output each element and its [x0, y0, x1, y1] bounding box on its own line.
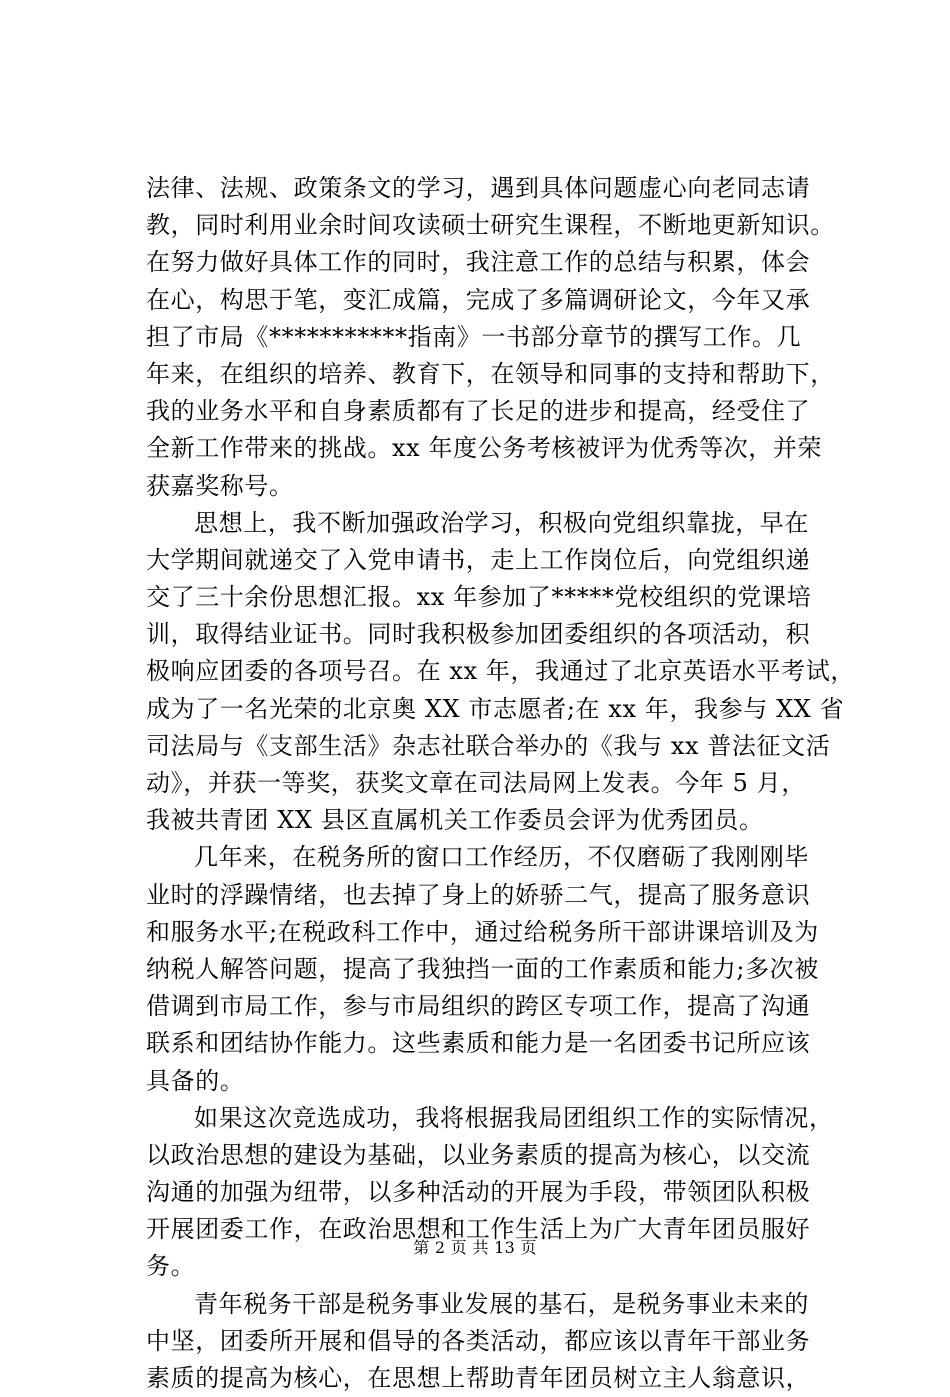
paragraph-line: 如果这次竞选成功，我将根据我局团组织工作的实际情况，: [194, 1103, 834, 1132]
paragraph-line: 中坚，团委所开展和倡导的各类活动，都应该以青年干部业务: [146, 1326, 811, 1355]
paragraph-line: 业时的浮躁情绪，也去掉了身上的娇骄二气，提高了服务意识: [146, 880, 811, 909]
paragraph: [146, 1286, 834, 1397]
paragraph-line: 司法局与《支部生活》杂志社联合举办的《我与 xx 普法征文活: [146, 731, 831, 760]
paragraph-line: 担了市局《***********指南》一书部分章节的撰写工作。几: [146, 322, 802, 351]
paragraph-line: 青年税务干部是税务事业发展的基石，是税务事业未来的: [194, 1289, 809, 1318]
paragraph-line: 极响应团委的各项号召。在 xx 年，我通过了北京英语水平考试，: [146, 657, 855, 686]
paragraph: [146, 505, 855, 840]
paragraph-line: 训，取得结业证书。同时我积极参加团委组织的各项活动，积: [146, 620, 811, 649]
paragraph-line: 联系和团结协作能力。这些素质和能力是一名团委书记所应该: [146, 1029, 811, 1058]
document-body: [146, 170, 855, 1397]
paragraph-line: 纳税人解答问题，提高了我独挡一面的工作素质和能力;多次被: [146, 954, 819, 983]
paragraph-line: 具备的。: [146, 1066, 245, 1095]
paragraph-line: 全新工作带来的挑战。xx 年度公务考核被评为优秀等次，并荣: [146, 434, 823, 463]
page-footer: 第 2 页 共 13 页: [413, 1238, 537, 1257]
paragraph-line: 获嘉奖称号。: [146, 471, 294, 500]
paragraph: [146, 839, 834, 1099]
paragraph-line: 教，同时利用业余时间攻读硕士研究生课程，不断地更新知识。: [146, 211, 835, 240]
paragraph-line: 大学期间就递交了入党申请书，走上工作岗位后，向党组织递: [146, 545, 811, 574]
paragraph-line: 成为了一名光荣的北京奥 XX 市志愿者;在 xx 年，我参与 XX 省: [146, 694, 845, 723]
paragraph-line: 素质的提高为核心，在思想上帮助青年团员树立主人翁意识，: [146, 1364, 811, 1392]
paragraph-line: 在努力做好具体工作的同时，我注意工作的总结与积累，体会: [146, 248, 811, 277]
paragraph-line: 务。: [146, 1252, 196, 1281]
paragraph-line: 和服务水平;在税政科工作中，通过给税务所干部讲课培训及为: [146, 917, 819, 946]
paragraph-line: 我的业务水平和自身素质都有了长足的进步和提高，经受住了: [146, 397, 811, 426]
paragraph-line: 法律、法规、政策条文的学习，遇到具体问题虚心向老同志请: [146, 174, 811, 202]
paragraph-line: 动》，并获一等奖，获奖文章在司法局网上发表。今年 5 月，: [146, 769, 806, 797]
paragraph-line: 几年来，在税务所的窗口工作经历，不仅磨砺了我刚刚毕: [194, 843, 809, 872]
paragraph-line: 年来，在组织的培养、教育下，在领导和同事的支持和帮助下，: [146, 359, 835, 388]
paragraph-line: 在心，构思于笔，变汇成篇，完成了多篇调研论文，今年又承: [146, 285, 811, 314]
paragraph-line: 我被共青团 XX 县区直属机关工作委员会评为优秀团员。: [146, 806, 764, 835]
paragraph-line: 交了三十余份思想汇报。xx 年参加了*****党校组织的党课培: [146, 583, 812, 612]
paragraph-line: 思想上，我不断加强政治学习，积极向党组织靠拢，早在: [194, 508, 809, 537]
paragraph: [146, 170, 834, 505]
paragraph-line: 借调到市局工作，参与市局组织的跨区专项工作，提高了沟通: [146, 992, 811, 1021]
paragraph-line: 沟通的加强为纽带，以多种活动的开展为手段，带领团队积极: [146, 1178, 811, 1207]
paragraph-line: 以政治思想的建设为基础，以业务素质的提高为核心，以交流: [146, 1140, 811, 1169]
paragraph-line: 开展团委工作，在政治思想和工作生活上为广大青年团员服好: [146, 1215, 811, 1244]
